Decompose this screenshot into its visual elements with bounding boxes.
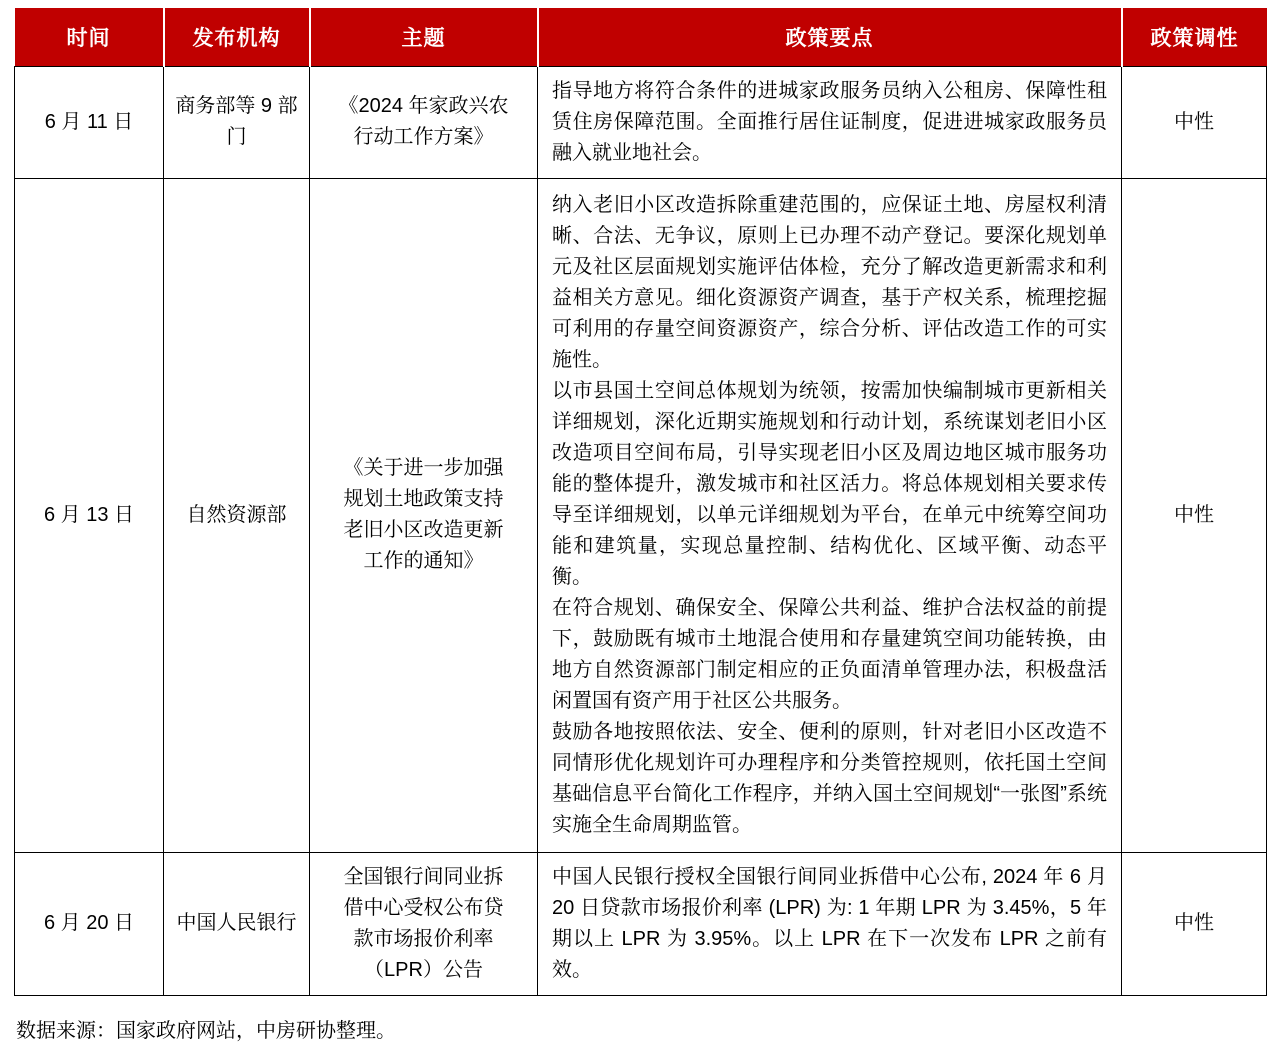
cell-tone: 中性 [1122, 178, 1267, 852]
header-tone: 政策调性 [1122, 8, 1267, 66]
cell-topic: 全国银行间同业拆借中心受权公布贷款市场报价利率（LPR）公告 [310, 852, 538, 995]
cell-date: 6 月 13 日 [15, 178, 164, 852]
points-paragraph: 指导地方将符合条件的进城家政服务员纳入公租房、保障性租赁住房保障范围。全面推行居住证制度，促进进城家政服务员融入就业地社会。 [552, 79, 1107, 164]
points-paragraph: 在符合规划、确保安全、保障公共利益、维护合法权益的前提下，鼓励既有城市土地混合使用和存量建筑空间功能转换，由地方自然资源部门制定相应的正负面清单管理办法，积极盘活闲置国有资产用于社区公共服务。 [552, 596, 1107, 712]
points-paragraph: 鼓励各地按照依法、安全、便利的原则，针对老旧小区改造不同情形优化规划许可办理程序和分类管控规则，依托国土空间基础信息平台简化工作程序，并纳入国土空间规划“一张图”系统实施全生命周期监管。 [552, 720, 1107, 836]
header-points: 政策要点 [538, 8, 1122, 66]
cell-date: 6 月 20 日 [15, 852, 164, 995]
cell-agency: 自然资源部 [164, 178, 310, 852]
cell-tone: 中性 [1122, 852, 1267, 995]
data-source-note: 数据来源：国家政府网站，中房研协整理。 [16, 1019, 396, 1042]
table-row [15, 178, 1267, 852]
policy-table [14, 8, 1267, 996]
header-topic: 主题 [310, 8, 538, 66]
table-row [15, 66, 1267, 178]
cell-date: 6 月 11 日 [15, 66, 164, 178]
cell-topic: 《2024 年家政兴农行动工作方案》 [310, 66, 538, 178]
cell-points [538, 852, 1122, 995]
cell-agency: 商务部等 9 部门 [164, 66, 310, 178]
cell-tone: 中性 [1122, 66, 1267, 178]
table-row [15, 852, 1267, 995]
cell-agency: 中国人民银行 [164, 852, 310, 995]
points-paragraph: 纳入老旧小区改造拆除重建范围的，应保证土地、房屋权利清晰、合法、无争议，原则上已办理不动产登记。要深化规划单元及社区层面规划实施评估体检，充分了解改造更新需求和利益相关方意见。细化资源资产调查，基于产权关系，梳理挖掘可利用的存量空间资源资产，综合分析、评估改造工作的可实施性。 [552, 193, 1107, 371]
points-paragraph: 中国人民银行授权全国银行间同业拆借中心公布, 2024 年 6 月 20 日贷款市场报价利率 (LPR) 为: 1 年期 LPR 为 3.45%，5 年期以上 LPR 为 3.95%。以上 LPR 在下一次发布 LPR 之前有效。 [552, 865, 1107, 981]
table-header-row [15, 8, 1267, 66]
cell-points [538, 66, 1122, 178]
cell-points [538, 178, 1122, 852]
header-time: 时间 [15, 8, 164, 66]
cell-topic: 《关于进一步加强规划土地政策支持老旧小区改造更新工作的通知》 [310, 178, 538, 852]
header-agency: 发布机构 [164, 8, 310, 66]
points-paragraph: 以市县国土空间总体规划为统领，按需加快编制城市更新相关详细规划，深化近期实施规划和行动计划，系统谋划老旧小区改造项目空间布局，引导实现老旧小区及周边地区城市服务功能的整体提升，激发城市和社区活力。将总体规划相关要求传导至详细规划，以单元详细规划为平台，在单元中统筹空间功能和建筑量，实现总量控制、结构优化、区域平衡、动态平衡。 [552, 379, 1107, 588]
